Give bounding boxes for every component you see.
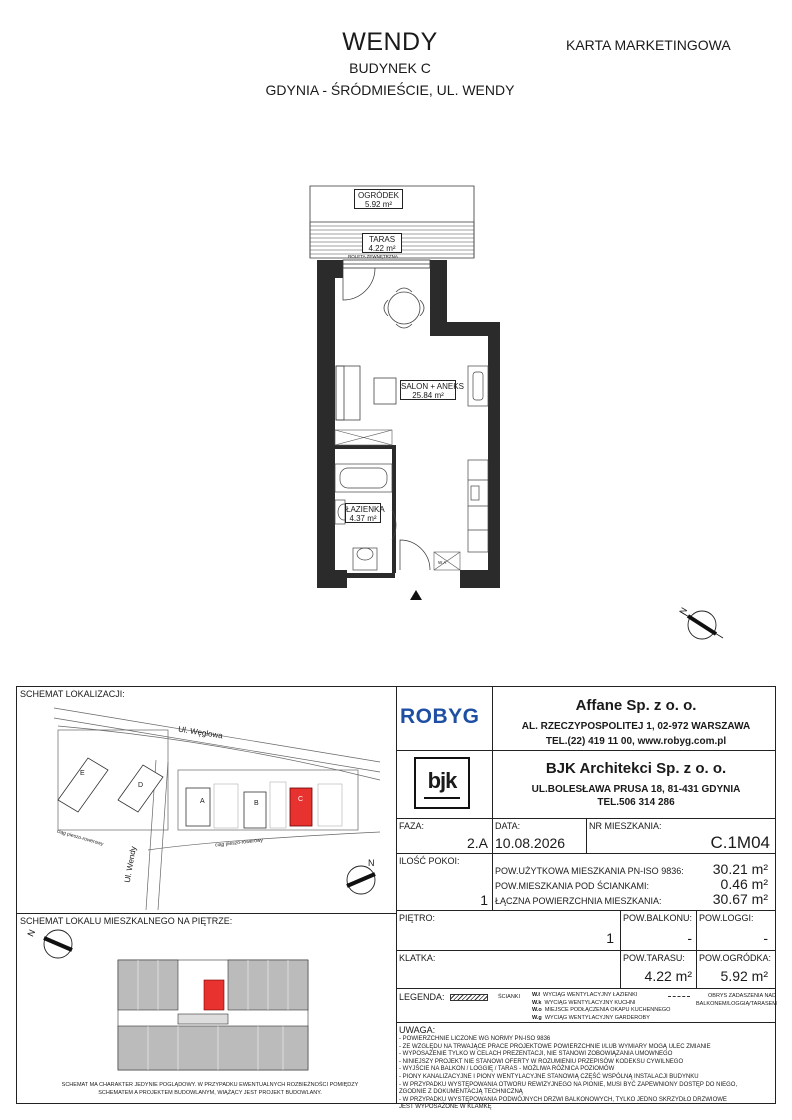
floor-value: 1 xyxy=(606,930,614,946)
coffee-table xyxy=(374,378,396,404)
balcony-value: - xyxy=(687,930,692,946)
highlight-apartment xyxy=(204,980,224,1010)
architect-address: UL.BOLESŁAWA PRUSA 18, 81-431 GDYNIA xyxy=(531,784,741,795)
floor-scheme-disclaimer: SCHEMAT MA CHARAKTER JEDYNIE POGLĄDOWY. W PRZYPADKU EWENTUALNYCH ROZBIEŻNOŚCI POMIĘDZY SCHEMATEM A PROJEKTEM BUDOWLANYM, WIĄŻĄCY JEST PROJEKT BUDOWLANY. xyxy=(61,1082,359,1096)
compass-n-label-plan: N xyxy=(677,605,690,617)
building-a-label: A xyxy=(200,798,205,805)
balcony-label: POW.BALKONU: xyxy=(623,913,693,923)
street-wendy-label: Ul. Wendy xyxy=(122,845,139,884)
garden-area-value: 5.92 m² xyxy=(720,968,768,984)
garden-label-box: OGRÓDEK 5.92 m² xyxy=(354,189,403,209)
project-title: WENDY xyxy=(342,28,438,56)
terrace-window xyxy=(343,260,430,268)
legend-item: W.o MIEJSCE PODŁĄCZENIA OKAPU KUCHENNEGO xyxy=(532,1007,671,1013)
legend-wall-swatch xyxy=(450,994,488,1001)
entrance-arrow xyxy=(410,590,422,600)
total-area-label: ŁĄCZNA POWIERZCHNIA MIESZKANIA: xyxy=(495,896,662,906)
date-label: DATA: xyxy=(495,821,521,831)
bjk-logo: bjk xyxy=(414,757,470,809)
legend-outline-1: OBRYS ZADASZENIA NAD xyxy=(708,993,777,999)
apartment-no-label: NR MIESZKANIA: xyxy=(589,821,662,831)
building-d-label: D xyxy=(138,782,144,789)
north-compass-plan xyxy=(681,611,723,639)
entrance-door xyxy=(400,540,430,570)
usable-area-value: 30.21 m² xyxy=(712,861,768,877)
legend-title: LEGENDA: xyxy=(399,992,445,1002)
wardrobe xyxy=(335,430,392,445)
compass-n-label-floor: N xyxy=(25,927,38,939)
rooms-value: 1 xyxy=(480,892,488,908)
bath-label-box: ŁAZIENKA 4.37 m² xyxy=(346,505,385,523)
legend-outline-2: BALKONEM/LOGGIĄ/TARASEM xyxy=(696,1001,777,1007)
shutter-note: ROLETA ZEWNĘTRZNA xyxy=(348,254,398,259)
terrace-area-label: POW.TARASU: xyxy=(623,953,685,963)
highlight-building-c xyxy=(290,788,312,826)
loggia-label: POW.LOGGI: xyxy=(699,913,754,923)
floor-label: PIĘTRO: xyxy=(399,913,436,923)
under-walls-area-label: POW.MIESZKANIA POD ŚCIANKAMI: xyxy=(495,881,650,891)
rooms-label: ILOŚĆ POKOI: xyxy=(399,856,460,866)
loggia-value: - xyxy=(763,930,768,946)
garden-area-label: POW.OGRÓDKA: xyxy=(699,953,772,963)
apartment-no-value: C.1M04 xyxy=(710,833,770,852)
notes-list: - POWIERZCHNIE LICZONE WG NORMY PN-ISO 9836 - ZE WZGLĘDU NA TRWAJĄCE PRACE PROJEKTOWE POWIERZCHNIE I/LUB WYMIARY MOGĄ ULEC ZMIANIE - WYPOSAŻENIE TYLKO W CELACH PREZENTACJI, NIE STANOWI ZOBOWIĄZANIA UMOWNEGO - NINIEJSZY PROJEKT NIE STANOWI OFERTY W ROZUMIENIU PRZEPISÓW KODEKSU CYWILNEGO - WYJŚCIE NA BALKON / LOGGIĘ / TARAS - MOŻLIWA RÓŻNICA POZIOMÓW - PIONY KANALIZACYJNE I PIONY WENTYLACYJNE STANOWIĄ CZĘŚĆ WSPÓLNĄ INSTALACJI BUDYNKU - W PRZYPADKU WYSTĘPOWANIA OTWORU REWIZYJNEGO NA PIONIE, MUSI BYĆ ZAPEWNIONY DOSTĘP DO NIEGO, ZGODNIE Z DOKUMENTACJĄ TECHNICZNĄ - W PRZYPADKU WYSTĘPOWANIA PODWÓJNYCH DRZWI BALKONOWYCH, TYLKO JEDNO SKRZYDŁO DRZWIOWE JEST WYPOSAŻONE W KLAMKĘ xyxy=(399,1036,738,1111)
building-c-label: C xyxy=(298,796,304,803)
legend-item: W.ł WYCIĄG WENTYLACYJNY ŁAZIENKI xyxy=(532,992,638,998)
legend-walls: ŚCIANKI xyxy=(498,994,521,1000)
date-value: 10.08.2026 xyxy=(495,835,566,851)
faza-value: 2.A xyxy=(466,835,488,851)
card-type: KARTA MARKETINGOWA xyxy=(566,37,731,53)
compass-n-label-map: N xyxy=(368,858,375,868)
project-location: GDYNIA - ŚRÓDMIEŚCIE, UL. WENDY xyxy=(265,82,515,98)
total-area-value: 30.67 m² xyxy=(712,891,768,907)
street-weglowa-label: Ul. Węglowa xyxy=(177,724,224,741)
vent-wa-label: W.A xyxy=(438,560,447,565)
developer-name: Affane Sp. z o. o. xyxy=(575,697,697,714)
legend-item: W.g WYCIĄG WENTYLACYJNY GARDEROBY xyxy=(532,1014,650,1021)
faza-label: FAZA: xyxy=(399,821,425,831)
terrace-label-box: TARAS 4.22 m² xyxy=(362,233,402,253)
walls xyxy=(317,260,500,588)
robyg-logo: ROBYG xyxy=(400,705,480,728)
developer-address: AL. RZECZYPOSPOLITEJ 1, 02-972 WARSZAWA xyxy=(521,721,751,732)
sofa xyxy=(336,366,360,420)
architect-phone: TEL.506 314 286 xyxy=(597,797,675,808)
legend-items xyxy=(532,992,670,1022)
living-label-box: SALON + ANEKS 25.84 m² xyxy=(401,382,464,400)
path-label-1: ciąg pieszo-rowerowy xyxy=(56,828,104,848)
architect-name: BJK Architekci Sp. z o. o. xyxy=(545,760,727,777)
path-label-2: ciąg pieszo-rowerowy xyxy=(214,837,264,849)
terrace-area-value: 4.22 m² xyxy=(644,968,692,984)
notes-title: UWAGA: xyxy=(399,1025,436,1035)
kitchen-counter xyxy=(468,366,488,552)
under-walls-area-value: 0.46 m² xyxy=(720,876,768,892)
floor-scheme-title: SCHEMAT LOKALU MIESZKALNEGO NA PIĘTRZE: xyxy=(20,916,233,926)
legend-item: W.k WYCIĄG WENTYLACYJNY KUCHNI xyxy=(532,999,636,1006)
usable-area-label: POW.UŻYTKOWA MIESZKANIA PN-ISO 9836: xyxy=(495,866,684,876)
dining-table xyxy=(384,288,424,328)
building-name: BUDYNEK C xyxy=(349,60,431,76)
building-b-label: B xyxy=(254,800,259,807)
staircase-label: KLATKA: xyxy=(399,953,436,963)
developer-contact: TEL.(22) 419 11 00, www.robyg.com.pl xyxy=(545,736,727,747)
floor-scheme-map xyxy=(18,926,394,1076)
location-scheme-title: SCHEMAT LOKALIZACJI: xyxy=(20,689,125,699)
building-e-label: E xyxy=(80,770,85,777)
